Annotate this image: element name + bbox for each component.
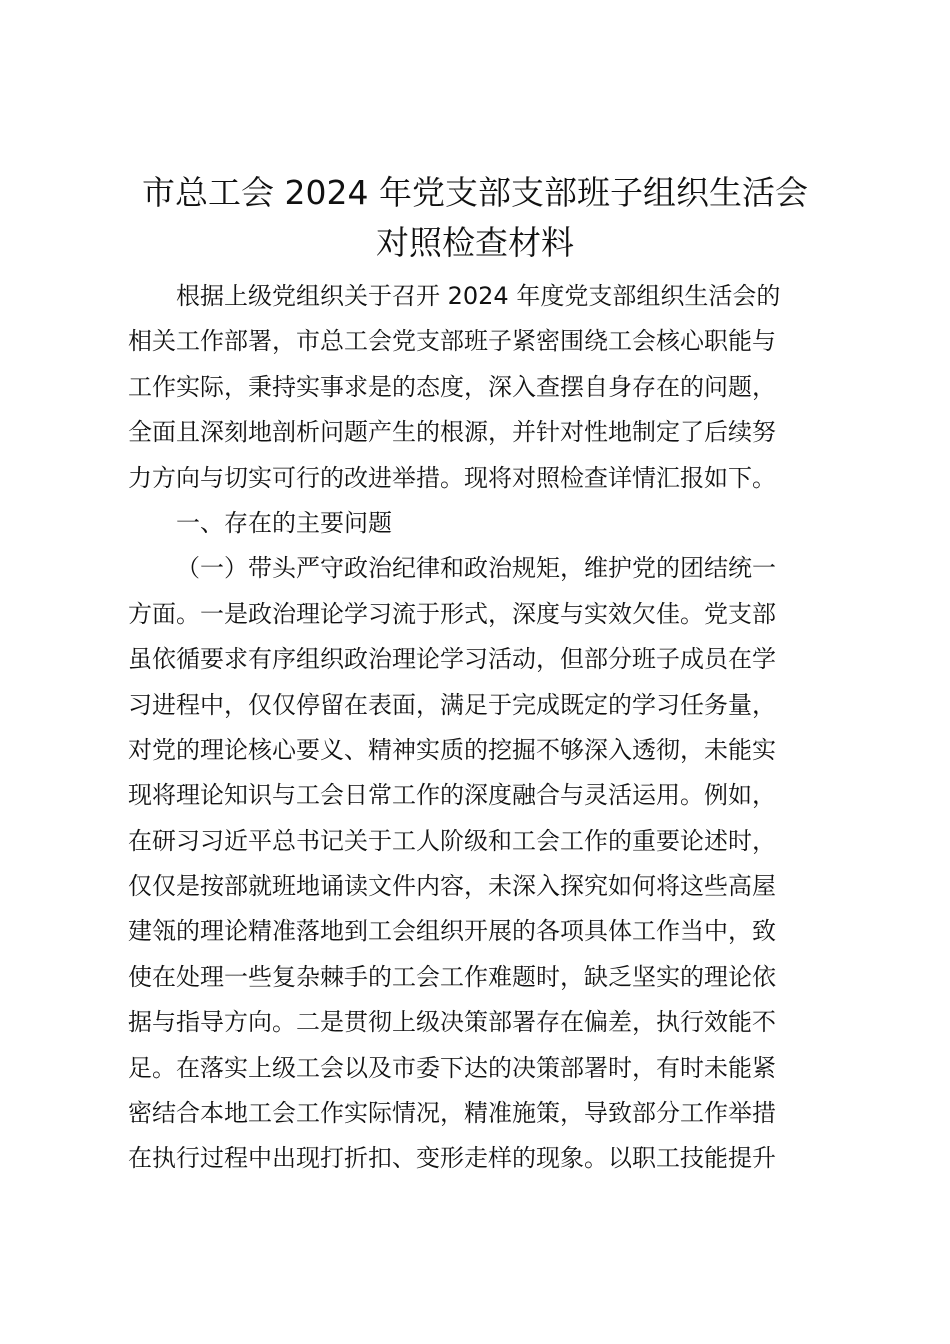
subsection-paragraph-line: 使在处理一些复杂棘手的工会工作难题时，缺乏坚实的理论依 xyxy=(128,962,776,991)
subsection-paragraph-line: 对党的理论核心要义、精神实质的挖掘不够深入透彻，未能实 xyxy=(128,735,776,764)
title-line-1: 市总工会 2024 年党支部支部班子组织生活会 xyxy=(142,173,808,212)
document-title xyxy=(110,168,840,268)
subsection-paragraph-line: 方面。一是政治理论学习流于形式，深度与实效欠佳。党支部 xyxy=(128,599,776,628)
document-body xyxy=(128,274,828,1182)
subsection-paragraph-line: 现将理论知识与工会日常工作的深度融合与灵活运用。例如， xyxy=(128,781,776,810)
paragraph-intro-line: 力方向与切实可行的改进举措。现将对照检查详情汇报如下。 xyxy=(128,463,776,492)
subsection-paragraph-line: 虽依循要求有序组织政治理论学习活动，但部分班子成员在学 xyxy=(128,645,776,674)
paragraph-intro-line: 根据上级党组织关于召开 2024 年度党支部组织生活会的 xyxy=(176,282,781,310)
subsection-paragraph-line: 建瓴的理论精准落地到工会组织开展的各项具体工作当中，致 xyxy=(128,917,776,946)
paragraph-intro-line: 工作实际，秉持实事求是的态度，深入查摆自身存在的问题， xyxy=(128,372,776,401)
title-line-2: 对照检查材料 xyxy=(376,223,574,262)
paragraph-intro-line: 全面且深刻地剖析问题产生的根源，并针对性地制定了后续努 xyxy=(128,418,776,447)
subsection-paragraph-line: 在研习习近平总书记关于工人阶级和工会工作的重要论述时， xyxy=(128,826,776,855)
subsection-paragraph-line: 在执行过程中出现打折扣、变形走样的现象。以职工技能提升 xyxy=(128,1144,776,1173)
subsection-paragraph-line: 足。在落实上级工会以及市委下达的决策部署时，有时未能紧 xyxy=(128,1053,776,1082)
subsection-paragraph-line: 据与指导方向。二是贯彻上级决策部署存在偏差，执行效能不 xyxy=(128,1008,776,1037)
subsection-paragraph-line: 习进程中，仅仅停留在表面，满足于完成既定的学习任务量， xyxy=(128,690,776,719)
paragraph-intro-line: 相关工作部署，市总工会党支部班子紧密围绕工会核心职能与 xyxy=(128,327,776,356)
section-heading: 一、存在的主要问题 xyxy=(176,508,392,537)
subsection-paragraph-line: 仅仅是按部就班地诵读文件内容，未深入探究如何将这些高屋 xyxy=(128,872,776,901)
subsection-paragraph-line: 密结合本地工会工作实际情况，精准施策，导致部分工作举措 xyxy=(128,1099,776,1128)
subsection-paragraph-line: （一）带头严守政治纪律和政治规矩，维护党的团结统一 xyxy=(176,554,776,583)
